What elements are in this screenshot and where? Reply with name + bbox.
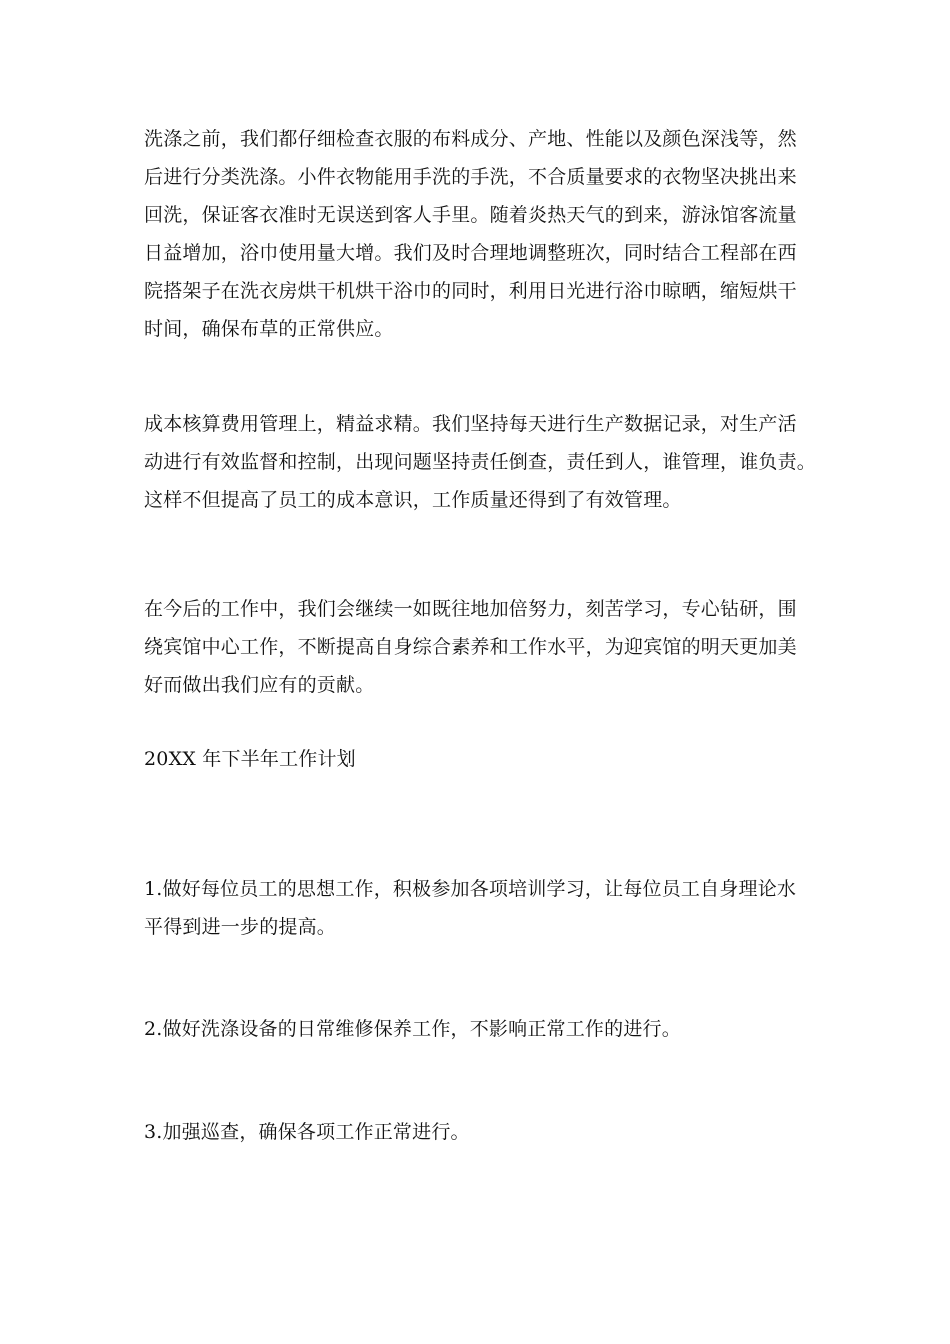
text-line: 成本核算费用管理上，精益求精。我们坚持每天进行生产数据记录，对生产活 bbox=[144, 413, 797, 435]
plan-item-3 bbox=[144, 1113, 810, 1151]
text-line: 动进行有效监督和控制，出现问题坚持责任倒查，责任到人，谁管理，谁负责。 bbox=[144, 451, 817, 473]
paragraph-future-work bbox=[144, 590, 810, 704]
paragraph-cost-management bbox=[144, 405, 817, 519]
text-line: 这样不但提高了员工的成本意识，工作质量还得到了有效管理。 bbox=[144, 489, 682, 511]
text-line: 3.加强巡查，确保各项工作正常进行。 bbox=[144, 1121, 470, 1143]
text-line: 好而做出我们应有的贡献。 bbox=[144, 674, 375, 696]
heading-text: 20XX 年下半年工作计划 bbox=[144, 748, 356, 770]
text-line: 1.做好每位员工的思想工作，积极参加各项培训学习，让每位员工自身理论水 bbox=[144, 878, 797, 900]
text-line: 时间，确保布草的正常供应。 bbox=[144, 318, 394, 340]
paragraph-laundry-process bbox=[144, 120, 810, 348]
text-line: 在今后的工作中，我们会继续一如既往地加倍努力，刻苦学习，专心钻研，围 bbox=[144, 598, 797, 620]
text-line: 后进行分类洗涤。小件衣物能用手洗的手洗，不合质量要求的衣物坚决挑出来 bbox=[144, 166, 797, 188]
plan-item-2 bbox=[144, 1010, 810, 1048]
text-line: 洗涤之前，我们都仔细检查衣服的布料成分、产地、性能以及颜色深浅等，然 bbox=[144, 128, 797, 150]
plan-item-1 bbox=[144, 870, 810, 946]
section-heading bbox=[144, 740, 810, 778]
text-line: 2.做好洗涤设备的日常维修保养工作，不影响正常工作的进行。 bbox=[144, 1018, 681, 1040]
text-line: 日益增加，浴巾使用量大增。我们及时合理地调整班次，同时结合工程部在西 bbox=[144, 242, 797, 264]
text-line: 回洗，保证客衣准时无误送到客人手里。随着炎热天气的到来，游泳馆客流量 bbox=[144, 204, 797, 226]
text-line: 平得到进一步的提高。 bbox=[144, 916, 337, 938]
text-line: 绕宾馆中心工作，不断提高自身综合素养和工作水平，为迎宾馆的明天更加美 bbox=[144, 636, 797, 658]
text-line: 院搭架子在洗衣房烘干机烘干浴巾的同时，利用日光进行浴巾晾晒，缩短烘干 bbox=[144, 280, 797, 302]
